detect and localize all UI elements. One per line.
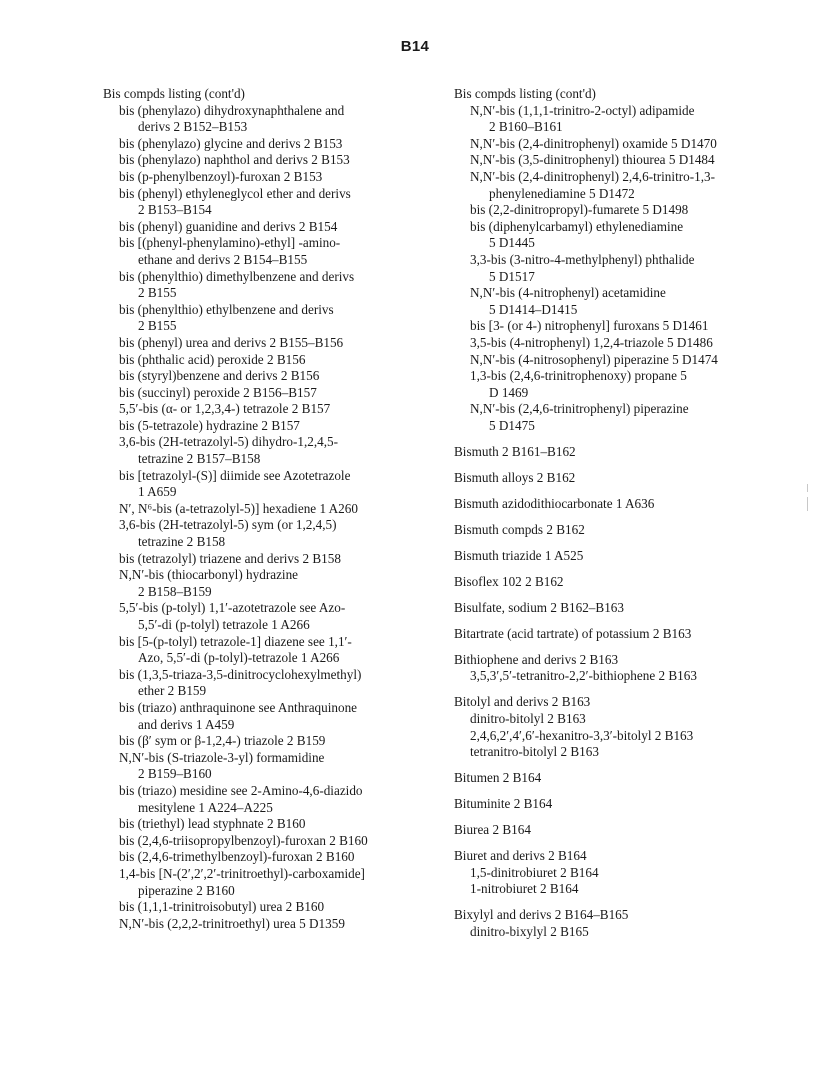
index-entry: bis (triethyl) lead styphnate 2 B160 [119,816,306,832]
index-column-left [103,86,448,932]
index-entry: bis (2,4,6-triisopropylbenzoyl)-furoxan 2 B160 [119,832,368,848]
index-entry: D 1469 [489,384,529,400]
index-entry: 2 B159–B160 [138,766,212,782]
index-entry: N,N′-bis (S-triazole-3-yl) formamidine [119,749,325,765]
index-entry: derivs 2 B152–B153 [138,119,248,135]
index-entry: phenylenediamine 5 D1472 [489,185,635,201]
index-heading: Bismuth 2 B161–B162 [454,443,576,459]
index-entry: and derivs 1 A459 [138,716,235,732]
index-entry: bis (phenylazo) dihydroxynaphthalene and [119,102,345,118]
index-entry: bis (1,3,5-triaza-3,5-dinitrocyclohexylmethyl) [119,666,362,682]
index-entry: bis (phenylthio) dimethylbenzene and derivs [119,268,355,284]
index-entry: bis [3- (or 4-) nitrophenyl] furoxans 5 D1461 [470,318,709,334]
index-entry: bis [5-(p-tolyl) tetrazole-1] diazene see 1,1′- [119,633,352,649]
index-entry: mesitylene 1 A224–A225 [138,799,273,815]
index-entry: bis [(phenyl-phenylamino)-ethyl] -amino- [119,235,341,251]
page-number: B14 [400,38,430,55]
index-entry: bis (phenylazo) glycine and derivs 2 B153 [119,135,343,151]
index-entry: bis (tetrazolyl) triazene and derivs 2 B158 [119,550,341,566]
index-heading: Bisulfate, sodium 2 B162–B163 [454,599,624,615]
index-entry: 3,5-bis (4-nitrophenyl) 1,2,4-triazole 5 D1486 [470,334,713,350]
index-heading: Bituminite 2 B164 [454,796,553,812]
index-entry: 2 B153–B154 [138,202,212,218]
index-entry: 2 B155 [138,285,177,301]
index-entry: 1,5-dinitrobiuret 2 B164 [470,864,599,880]
index-entry: 5,5′-bis (α- or 1,2,3,4-) tetrazole 2 B157 [119,401,331,417]
scan-margin-mark [807,497,808,511]
index-entry: bis (triazo) anthraquinone see Anthraquinone [119,699,358,715]
index-entry: bis (phenyl) urea and derivs 2 B155–B156 [119,334,344,350]
index-entry: 2 B155 [138,318,177,334]
index-entry: piperazine 2 B160 [138,882,235,898]
index-entry: 5 D1517 [489,268,535,284]
index-entry: N,N′-bis (3,5-dinitrophenyl) thiourea 5 D1484 [470,152,715,168]
index-entry: 5 D1475 [489,417,535,433]
index-entry: 5 D1445 [489,235,535,251]
index-entry: 2 B158–B159 [138,583,212,599]
index-entry: N,N′-bis (thiocarbonyl) hydrazine [119,567,299,583]
index-entry: bis (succinyl) peroxide 2 B156–B157 [119,384,317,400]
index-entry: ether 2 B159 [138,683,207,699]
index-entry: 5,5′-bis (p-tolyl) 1,1′-azotetrazole see Azo- [119,600,346,616]
index-entry: N,N′-bis (4-nitrosophenyl) piperazine 5 D1474 [470,351,718,367]
index-heading: Bixylyl and derivs 2 B164–B165 [454,907,629,923]
index-entry: Azo, 5,5′-di (p-tolyl)-tetrazole 1 A266 [138,650,340,666]
index-entry: dinitro-bitolyl 2 B163 [470,710,586,726]
index-entry: 2 B160–B161 [489,119,563,135]
index-entry: 1-nitrobiuret 2 B164 [470,881,579,897]
index-entry: tetrazine 2 B157–B158 [138,451,261,467]
index-heading: Bitumen 2 B164 [454,770,542,786]
index-entry: tetrazine 2 B158 [138,534,226,550]
index-entry: bis (p-phenylbenzoyl)-furoxan 2 B153 [119,168,323,184]
index-entry: ethane and derivs 2 B154–B155 [138,251,308,267]
index-entry: 2,4,6,2′,4′,6′-hexanitro-3,3′-bitolyl 2 B163 [470,727,694,743]
index-heading: Biurea 2 B164 [454,822,531,838]
index-entry: bis (2,4,6-trimethylbenzoyl)-furoxan 2 B160 [119,849,355,865]
index-entry: dinitro-bixylyl 2 B165 [470,923,589,939]
index-entry: bis (phenyl) ethyleneglycol ether and derivs [119,185,351,201]
index-entry: bis (triazo) mesidine see 2-Amino-4,6-diazido [119,782,363,798]
scan-margin-mark [807,484,808,492]
index-entry: bis (phenylazo) naphthol and derivs 2 B153 [119,152,350,168]
index-entry: bis (5-tetrazole) hydrazine 2 B157 [119,417,300,433]
index-entry: N′, N⁶-bis (a-tetrazolyl-5)] hexadiene 1 A260 [119,500,358,516]
index-heading: Bithiophene and derivs 2 B163 [454,651,619,667]
index-entry: tetranitro-bitolyl 2 B163 [470,744,599,760]
index-heading: Bis compds listing (cont'd) [454,86,596,101]
index-heading: Bitartrate (acid tartrate) of potassium 2 B163 [454,625,692,641]
index-entry: N,N′-bis (2,4-dinitrophenyl) oxamide 5 D1470 [470,135,717,151]
index-entry: N,N′-bis (2,2,2-trinitroethyl) urea 5 D1359 [119,915,345,931]
index-entry: bis (2,2-dinitropropyl)-fumarete 5 D1498 [470,202,689,218]
index-heading: Bitolyl and derivs 2 B163 [454,694,591,710]
index-entry: bis (diphenylcarbamyl) ethylenediamine [470,218,684,234]
index-entry: bis [tetrazolyl-(S)] diimide see Azotetrazole [119,467,351,483]
index-entry: N,N′-bis (1,1,1-trinitro-2-octyl) adipamide [470,102,695,118]
index-entry: bis (styryl)benzene and derivs 2 B156 [119,368,320,384]
index-heading: Bisoflex 102 2 B162 [454,573,564,589]
index-heading: Bis compds listing (cont'd) [103,86,245,101]
index-entry: 1,4-bis [N-(2′,2′,2′-trinitroethyl)-carboxamide] [119,865,365,881]
index-heading: Bismuth compds 2 B162 [454,521,585,537]
index-entry: N,N′-bis (4-nitrophenyl) acetamidine [470,285,666,301]
index-heading: Bismuth azidodithiocarbonate 1 A636 [454,495,655,511]
index-entry: 3,6-bis (2H-tetrazolyl-5) sym (or 1,2,4,5) [119,517,337,533]
index-heading: Bismuth alloys 2 B162 [454,469,576,485]
index-entry: bis (phthalic acid) peroxide 2 B156 [119,351,306,367]
index-entry: N,N′-bis (2,4-dinitrophenyl) 2,4,6-trinitro-1,3- [470,168,715,184]
index-entry: bis (phenyl) guanidine and derivs 2 B154 [119,218,338,234]
index-entry: bis (β′ sym or β-1,2,4-) triazole 2 B159 [119,733,326,749]
index-entry: N,N′-bis (2,4,6-trinitrophenyl) piperazine [470,401,689,417]
index-entry: 5 D1414–D1415 [489,301,578,317]
index-heading: Biuret and derivs 2 B164 [454,848,587,864]
index-entry: 5,5′-di (p-tolyl) tetrazole 1 A266 [138,617,310,632]
index-entry: 3,3-bis (3-nitro-4-methylphenyl) phthalide [470,251,695,267]
index-entry: 1,3-bis (2,4,6-trinitrophenoxy) propane 5 [470,368,687,384]
index-heading: Bismuth triazide 1 A525 [454,547,584,563]
index-entry: bis (phenylthio) ethylbenzene and derivs [119,301,334,317]
index-entry: 3,6-bis (2H-tetrazolyl-5) dihydro-1,2,4,5- [119,434,339,450]
index-entry: 3,5,3′,5′-tetranitro-2,2′-bithiophene 2 B163 [470,668,697,684]
index-column-right [454,86,804,940]
index-entry: bis (1,1,1-trinitroisobutyl) urea 2 B160 [119,899,325,915]
index-entry: 1 A659 [138,484,177,500]
